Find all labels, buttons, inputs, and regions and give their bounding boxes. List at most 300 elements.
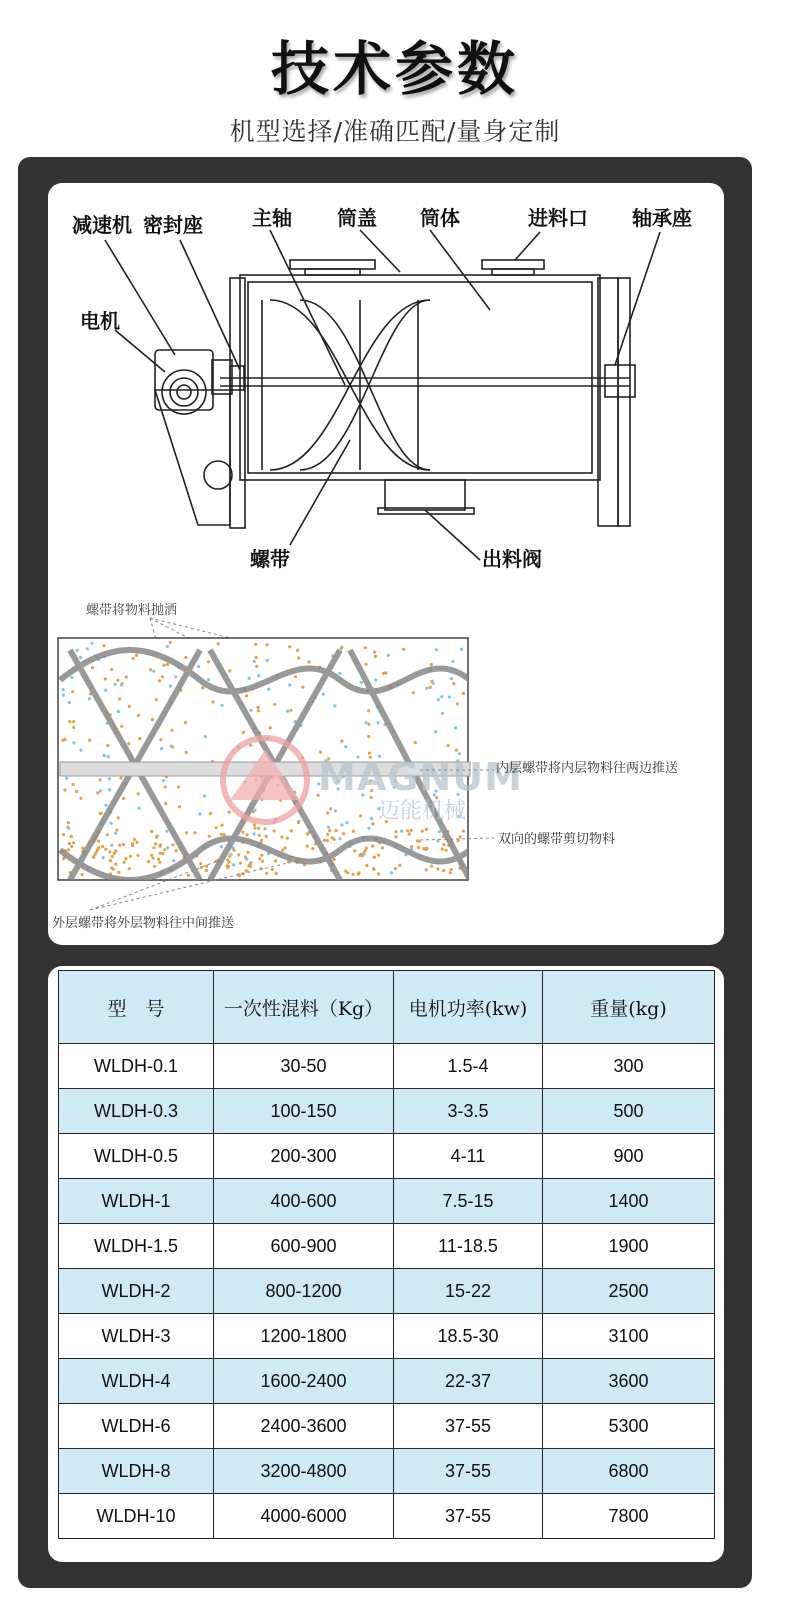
- material-dot: [326, 839, 329, 842]
- material-dot: [253, 809, 256, 812]
- material-dot: [156, 835, 159, 838]
- material-dot: [79, 797, 82, 800]
- material-dot: [137, 792, 140, 795]
- watermark-cn: 迈能机械: [378, 799, 467, 824]
- material-dot: [384, 671, 387, 674]
- material-dot: [165, 830, 168, 833]
- table-row: [59, 1314, 715, 1359]
- material-dot: [150, 830, 153, 833]
- cell-motor-power: 1.5-4: [394, 1044, 543, 1089]
- material-dot: [184, 656, 187, 659]
- material-dot: [212, 700, 215, 703]
- cell-motor-power: 37-55: [394, 1404, 543, 1449]
- material-dot: [117, 871, 120, 874]
- cell-batch-capacity: 100-150: [214, 1089, 394, 1134]
- material-dot: [447, 744, 450, 747]
- cell-motor-power: 3-3.5: [394, 1089, 543, 1134]
- material-dot: [340, 740, 343, 743]
- material-dot: [334, 829, 337, 832]
- material-dot: [328, 829, 331, 832]
- material-dot: [373, 856, 376, 859]
- material-dot: [205, 869, 208, 872]
- flow-label-inner: 内层螺带将内层物料往两边推送: [496, 761, 679, 776]
- cell-batch-capacity: 1200-1800: [214, 1314, 394, 1359]
- material-dot: [333, 858, 336, 861]
- material-dot: [68, 720, 71, 723]
- material-dot: [71, 690, 74, 693]
- material-dot: [381, 846, 384, 849]
- material-dot: [301, 686, 304, 689]
- material-dot: [462, 692, 465, 695]
- material-dot: [260, 839, 263, 842]
- material-dot: [67, 827, 70, 830]
- material-dot: [329, 807, 332, 810]
- material-dot: [119, 776, 122, 779]
- material-dot: [228, 811, 231, 814]
- material-dot: [72, 783, 75, 786]
- material-dot: [462, 830, 465, 833]
- table-row: [59, 1404, 715, 1449]
- material-dot: [118, 697, 121, 700]
- material-dot: [86, 647, 89, 650]
- cell-batch-capacity: 800-1200: [214, 1269, 394, 1314]
- material-dot: [102, 644, 105, 647]
- material-dot: [160, 747, 163, 750]
- cell-model: WLDH-2: [59, 1269, 214, 1314]
- cell-weight: 5300: [543, 1404, 715, 1449]
- material-dot: [101, 845, 104, 848]
- table-row: [59, 1494, 715, 1539]
- material-dot: [417, 846, 420, 849]
- material-dot: [280, 836, 283, 839]
- flow-label-shear: 双向的螺带剪切物料: [498, 832, 616, 847]
- material-dot: [281, 849, 284, 852]
- material-dot: [346, 871, 349, 874]
- material-dot: [269, 726, 272, 729]
- material-dot: [203, 794, 206, 797]
- material-dot: [215, 826, 218, 829]
- material-dot: [70, 845, 73, 848]
- material-dot: [327, 826, 330, 829]
- material-dot: [297, 821, 300, 824]
- material-dot: [425, 687, 428, 690]
- material-dot: [159, 738, 162, 741]
- cell-model: WLDH-6: [59, 1404, 214, 1449]
- label-bearing-seat: 轴承座: [632, 206, 692, 230]
- material-dot: [75, 790, 78, 793]
- header-motor-power: 电机功率(kw): [394, 971, 543, 1044]
- cell-weight: 1900: [543, 1224, 715, 1269]
- material-dot: [373, 651, 376, 654]
- cell-motor-power: 15-22: [394, 1269, 543, 1314]
- table-row: [59, 1179, 715, 1224]
- material-dot: [246, 851, 249, 854]
- material-dot: [99, 778, 102, 781]
- material-dot: [217, 642, 220, 645]
- material-dot: [253, 826, 256, 829]
- material-dot: [449, 871, 452, 874]
- material-dot: [174, 675, 177, 678]
- label-seal-seat: 密封座: [143, 213, 203, 237]
- material-dot: [333, 704, 336, 707]
- material-dot: [208, 835, 211, 838]
- material-dot: [374, 678, 377, 681]
- material-dot: [132, 657, 135, 660]
- material-dot: [289, 709, 292, 712]
- material-dot: [164, 785, 167, 788]
- material-dot: [158, 679, 161, 682]
- material-dot: [163, 848, 166, 851]
- cell-batch-capacity: 400-600: [214, 1179, 394, 1224]
- material-dot: [100, 812, 103, 815]
- material-dot: [185, 831, 188, 834]
- material-dot: [440, 695, 443, 698]
- material-dot: [322, 693, 325, 696]
- material-dot: [434, 730, 437, 733]
- material-dot: [438, 830, 441, 833]
- material-dot: [122, 843, 125, 846]
- material-dot: [377, 872, 380, 875]
- material-dot: [228, 669, 231, 672]
- material-dot: [161, 852, 164, 855]
- table-row: [59, 1044, 715, 1089]
- table-row: [59, 1224, 715, 1269]
- material-dot: [207, 660, 210, 663]
- material-dot: [448, 695, 451, 698]
- material-dot: [294, 675, 297, 678]
- material-dot: [265, 872, 268, 875]
- label-main-shaft: 主轴: [252, 206, 292, 230]
- material-dot: [425, 868, 428, 871]
- material-dot: [425, 847, 428, 850]
- material-dot: [79, 656, 82, 659]
- material-dot: [230, 853, 233, 856]
- material-dot: [110, 844, 113, 847]
- material-dot: [430, 663, 433, 666]
- material-dot: [110, 668, 113, 671]
- material-dot: [367, 723, 370, 726]
- label-reducer: 减速机: [72, 213, 132, 237]
- material-dot: [68, 842, 71, 845]
- material-dot: [323, 839, 326, 842]
- material-dot: [271, 868, 274, 871]
- material-dot: [163, 664, 166, 667]
- material-dot: [102, 856, 105, 859]
- material-dot: [157, 858, 160, 861]
- material-dot: [197, 665, 200, 668]
- material-dot: [103, 754, 106, 757]
- material-dot: [258, 857, 261, 860]
- material-dot: [220, 845, 223, 848]
- material-dot: [135, 654, 138, 657]
- material-dot: [152, 670, 155, 673]
- material-dot: [110, 866, 113, 869]
- material-dot: [297, 656, 300, 659]
- material-dot: [273, 829, 276, 832]
- material-dot: [254, 643, 257, 646]
- watermark-en: MAGNUM: [318, 755, 523, 799]
- material-dot: [97, 846, 100, 849]
- material-dot: [273, 703, 276, 706]
- material-dot: [422, 847, 425, 850]
- cell-weight: 7800: [543, 1494, 715, 1539]
- cell-weight: 6800: [543, 1449, 715, 1494]
- material-dot: [255, 656, 258, 659]
- material-dot: [149, 668, 152, 671]
- material-dot: [178, 805, 181, 808]
- material-dot: [106, 744, 109, 747]
- material-dot: [374, 655, 377, 658]
- material-dot: [62, 857, 65, 860]
- cell-motor-power: 37-55: [394, 1449, 543, 1494]
- material-dot: [125, 675, 128, 678]
- material-dot: [319, 751, 322, 754]
- material-dot: [63, 788, 66, 791]
- material-dot: [170, 745, 173, 748]
- flow-label-top: 螺带将物料抛洒: [86, 603, 178, 618]
- cell-weight: 2500: [543, 1269, 715, 1314]
- material-dot: [114, 849, 117, 852]
- machine-diagram: [48, 183, 724, 583]
- material-dot: [175, 849, 178, 852]
- material-dot: [351, 873, 354, 876]
- material-dot: [334, 809, 337, 812]
- material-dot: [70, 676, 73, 679]
- material-dot: [253, 832, 256, 835]
- material-dot: [410, 829, 413, 832]
- material-dot: [124, 857, 127, 860]
- material-dot: [120, 683, 123, 686]
- material-dot: [72, 726, 75, 729]
- material-dot: [364, 646, 367, 649]
- cell-batch-capacity: 30-50: [214, 1044, 394, 1089]
- material-dot: [345, 821, 348, 824]
- cell-model: WLDH-0.3: [59, 1089, 214, 1134]
- material-dot: [367, 709, 370, 712]
- material-dot: [97, 839, 100, 842]
- material-dot: [70, 835, 73, 838]
- material-dot: [265, 643, 268, 646]
- material-dot: [171, 729, 174, 732]
- material-dot: [454, 726, 457, 729]
- label-outlet-valve: 出料阀: [482, 547, 542, 571]
- material-dot: [394, 835, 397, 838]
- material-dot: [172, 859, 175, 862]
- material-dot: [333, 838, 336, 841]
- material-dot: [402, 648, 405, 651]
- material-dot: [326, 811, 329, 814]
- material-dot: [109, 859, 112, 862]
- material-dot: [150, 854, 153, 857]
- material-dot: [166, 846, 169, 849]
- material-dot: [117, 816, 120, 819]
- material-dot: [164, 802, 167, 805]
- label-inlet: 进料口: [528, 206, 588, 230]
- material-dot: [339, 837, 342, 840]
- material-dot: [209, 812, 212, 815]
- cell-batch-capacity: 1600-2400: [214, 1359, 394, 1404]
- material-dot: [114, 832, 117, 835]
- material-dot: [257, 827, 260, 830]
- material-dot: [435, 648, 438, 651]
- material-dot: [169, 641, 172, 644]
- material-dot: [153, 865, 156, 868]
- cell-model: WLDH-3: [59, 1314, 214, 1359]
- material-dot: [340, 647, 343, 650]
- material-dot: [131, 844, 134, 847]
- material-dot: [193, 831, 196, 834]
- material-dot: [441, 847, 444, 850]
- material-dot: [147, 860, 150, 863]
- material-dot: [414, 741, 417, 744]
- material-dot: [207, 678, 210, 681]
- material-dot: [456, 702, 459, 705]
- material-dot: [122, 797, 125, 800]
- material-dot: [367, 827, 370, 830]
- material-dot: [232, 849, 235, 852]
- cell-model: WLDH-0.5: [59, 1134, 214, 1179]
- material-dot: [155, 698, 158, 701]
- material-dot: [166, 645, 169, 648]
- cell-motor-power: 18.5-30: [394, 1314, 543, 1359]
- material-dot: [109, 822, 112, 825]
- material-dot: [377, 721, 380, 724]
- cell-motor-power: 37-55: [394, 1494, 543, 1539]
- material-dot: [311, 847, 314, 850]
- cell-motor-power: 11-18.5: [394, 1224, 543, 1269]
- material-dot: [432, 682, 435, 685]
- material-dot: [169, 684, 172, 687]
- material-dot: [151, 718, 154, 721]
- material-dot: [450, 677, 453, 680]
- label-body: 筒体: [420, 206, 460, 230]
- material-dot: [308, 660, 311, 663]
- material-dot: [128, 705, 131, 708]
- flow-label-outer: 外层螺带将外层物料往中间推送: [52, 916, 235, 931]
- material-dot: [371, 822, 374, 825]
- material-dot: [263, 827, 266, 830]
- material-dot: [365, 847, 368, 850]
- material-dot: [344, 745, 347, 748]
- cell-batch-capacity: 3200-4800: [214, 1449, 394, 1494]
- material-dot: [338, 672, 341, 675]
- material-dot: [177, 785, 180, 788]
- flow-diagram: [48, 590, 724, 940]
- material-dot: [377, 854, 380, 857]
- material-dot: [204, 735, 207, 738]
- material-dot: [265, 835, 268, 838]
- header-batch-capacity: 一次性混料（Kg）: [214, 971, 394, 1044]
- material-dot: [253, 660, 256, 663]
- material-dot: [76, 649, 79, 652]
- page-title: 技术参数: [270, 35, 519, 103]
- material-dot: [154, 842, 157, 845]
- material-dot: [108, 850, 111, 853]
- material-dot: [104, 677, 107, 680]
- material-dot: [88, 697, 91, 700]
- material-dot: [257, 706, 260, 709]
- material-dot: [286, 837, 289, 840]
- material-dot: [104, 689, 107, 692]
- table-row: [59, 1089, 715, 1134]
- material-dot: [152, 846, 155, 849]
- material-dot: [267, 688, 270, 691]
- material-dot: [412, 691, 415, 694]
- material-dot: [260, 854, 263, 857]
- material-dot: [400, 830, 403, 833]
- material-dot: [455, 749, 458, 752]
- label-motor: 电机: [80, 309, 120, 333]
- material-dot: [365, 864, 368, 867]
- material-dot: [137, 714, 140, 717]
- cell-weight: 500: [543, 1089, 715, 1134]
- material-dot: [284, 846, 287, 849]
- material-dot: [288, 683, 291, 686]
- cell-batch-capacity: 2400-3600: [214, 1404, 394, 1449]
- material-dot: [296, 649, 299, 652]
- cell-batch-capacity: 600-900: [214, 1224, 394, 1269]
- material-dot: [106, 833, 109, 836]
- material-dot: [220, 833, 223, 836]
- table-header-row: [59, 971, 715, 1044]
- cell-batch-capacity: 4000-6000: [214, 1494, 394, 1539]
- material-dot: [162, 779, 165, 782]
- label-ribbon: 螺带: [250, 547, 290, 571]
- material-dot: [360, 681, 363, 684]
- material-dot: [249, 709, 252, 712]
- material-dot: [185, 751, 188, 754]
- material-dot: [460, 648, 463, 651]
- material-dot: [257, 709, 260, 712]
- material-dot: [425, 828, 428, 831]
- material-dot: [290, 829, 293, 832]
- material-dot: [459, 836, 462, 839]
- material-dot: [342, 832, 345, 835]
- material-dot: [274, 859, 277, 862]
- material-dot: [359, 814, 362, 817]
- material-dot: [357, 871, 360, 874]
- material-dot: [67, 848, 70, 851]
- material-dot: [245, 858, 248, 861]
- material-dot: [246, 833, 249, 836]
- material-dot: [136, 854, 139, 857]
- label-cover: 筒盖: [337, 206, 377, 230]
- cell-weight: 3600: [543, 1359, 715, 1404]
- table-row: [59, 1359, 715, 1404]
- material-dot: [450, 868, 453, 871]
- material-dot: [116, 679, 119, 682]
- material-dot: [133, 838, 136, 841]
- material-dot: [288, 645, 291, 648]
- material-dot: [91, 666, 94, 669]
- table-row: [59, 1269, 715, 1314]
- material-dot: [437, 698, 440, 701]
- cell-weight: 3100: [543, 1314, 715, 1359]
- material-dot: [239, 862, 242, 865]
- material-dot: [408, 832, 411, 835]
- material-dot: [406, 829, 409, 832]
- cell-motor-power: 4-11: [394, 1134, 543, 1179]
- cell-model: WLDH-0.1: [59, 1044, 214, 1089]
- material-dot: [228, 861, 231, 864]
- material-dot: [128, 867, 131, 870]
- material-dot: [232, 863, 235, 866]
- material-dot: [108, 777, 111, 780]
- material-dot: [105, 804, 108, 807]
- material-dot: [129, 855, 132, 858]
- material-dot: [166, 663, 169, 666]
- material-dot: [152, 857, 155, 860]
